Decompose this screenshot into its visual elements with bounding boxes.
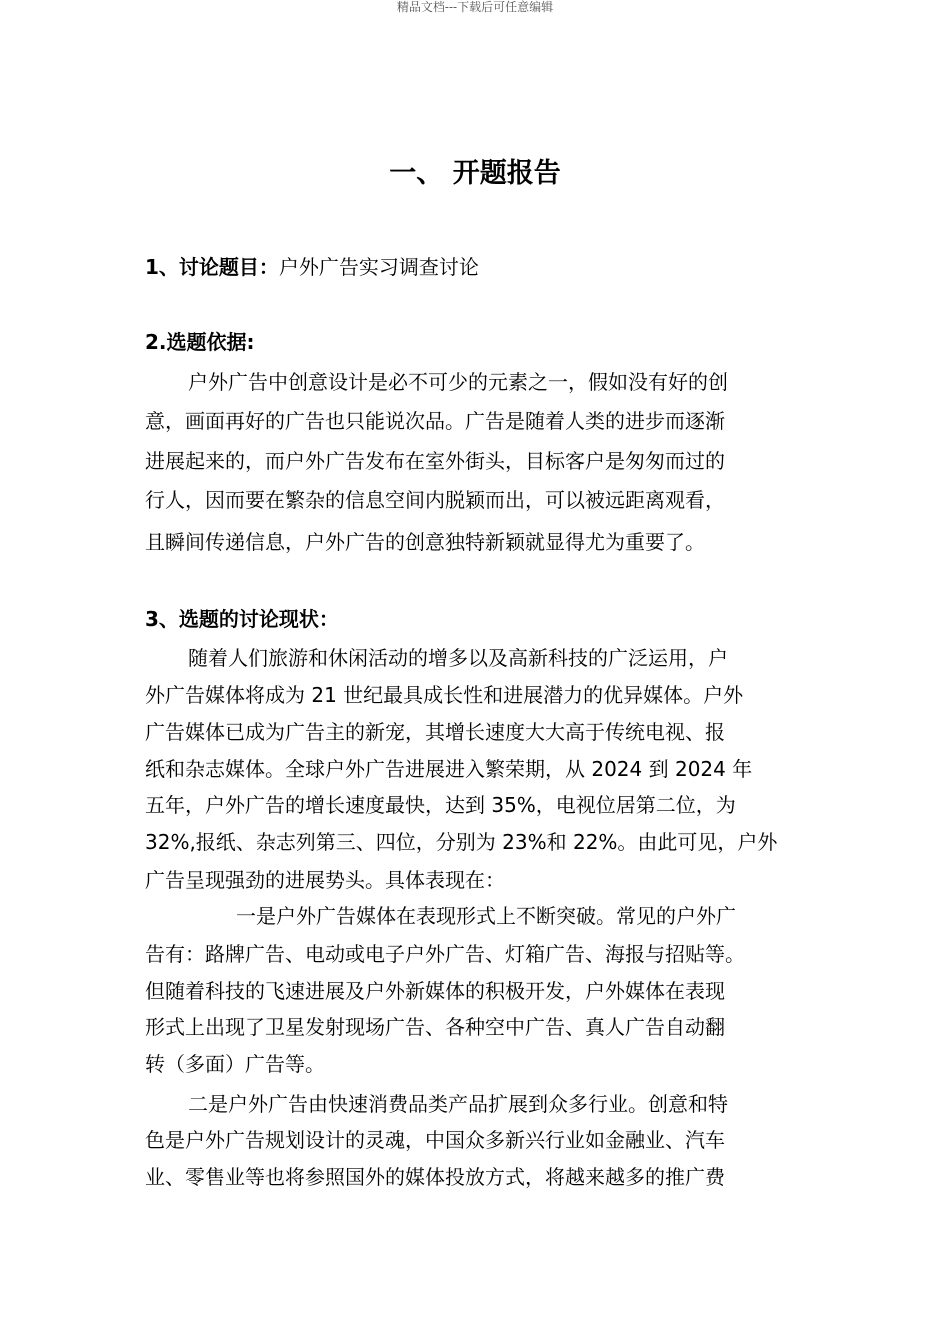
status-line: 五年，户外广告的增长速度最快，达到 35%，电视位居第二位，为	[145, 793, 736, 817]
status-heading: 3、选题的讨论现状：	[145, 607, 339, 631]
basis-line: 行人，因而要在繁杂的信息空间内脱颖而出，可以被远距离观看，	[145, 488, 725, 512]
status-line: 业、零售业等也将参照国外的媒体投放方式，将越来越多的推广费	[145, 1165, 725, 1189]
status-line: 随着人们旅游和休闲活动的增多以及高新科技的广泛运用，户	[188, 646, 728, 670]
status-line: 色是户外广告规划设计的灵魂，中国众多新兴行业如金融业、汽车	[145, 1128, 725, 1152]
status-line: 外广告媒体将成为 21 世纪最具成长性和进展潜力的优异媒体。户外	[145, 683, 744, 707]
status-line: 32%,报纸、杂志列第三、四位，分别为 23%和 22%。由此可见，户外	[145, 830, 778, 854]
basis-line: 且瞬间传递信息，户外广告的创意独特新颖就显得尤为重要了。	[145, 530, 705, 554]
status-line: 广告呈现强劲的进展势头。具体表现在：	[145, 868, 505, 892]
status-line: 纸和杂志媒体。全球户外广告进展进入繁荣期，从 2024 到 2024 年	[145, 757, 753, 781]
basis-heading: 2.选题依据:	[145, 330, 255, 354]
status-line: 一是户外广告媒体在表现形式上不断突破。常见的户外广	[236, 904, 736, 928]
status-line: 转（多面）广告等。	[145, 1052, 325, 1076]
topic-line	[145, 253, 479, 281]
page-header-note: 精品文档---下载后可任意编辑	[396, 0, 554, 14]
document-title: 一、 开题报告	[389, 158, 561, 189]
status-line: 形式上出现了卫星发射现场广告、各种空中广告、真人广告自动翻	[145, 1015, 725, 1039]
status-line: 广告媒体已成为广告主的新宠，其增长速度大大高于传统电视、报	[145, 720, 725, 744]
basis-line: 进展起来的，而户外广告发布在室外街头，目标客户是匆匆而过的	[145, 449, 725, 473]
topic-value: 户外广告实习调查讨论	[278, 255, 479, 279]
status-line: 告有：路牌广告、电动或电子户外广告、灯箱广告、海报与招贴等。	[145, 942, 745, 966]
topic-label: 1、讨论题目：	[145, 255, 279, 279]
basis-line: 户外广告中创意设计是必不可少的元素之一，假如没有好的创	[188, 370, 728, 394]
basis-line: 意，画面再好的广告也只能说次品。广告是随着人类的进步而逐渐	[145, 409, 725, 433]
status-line: 但随着科技的飞速进展及户外新媒体的积极开发，户外媒体在表现	[145, 979, 725, 1003]
status-line: 二是户外广告由快速消费品类产品扩展到众多行业。创意和特	[188, 1092, 728, 1116]
